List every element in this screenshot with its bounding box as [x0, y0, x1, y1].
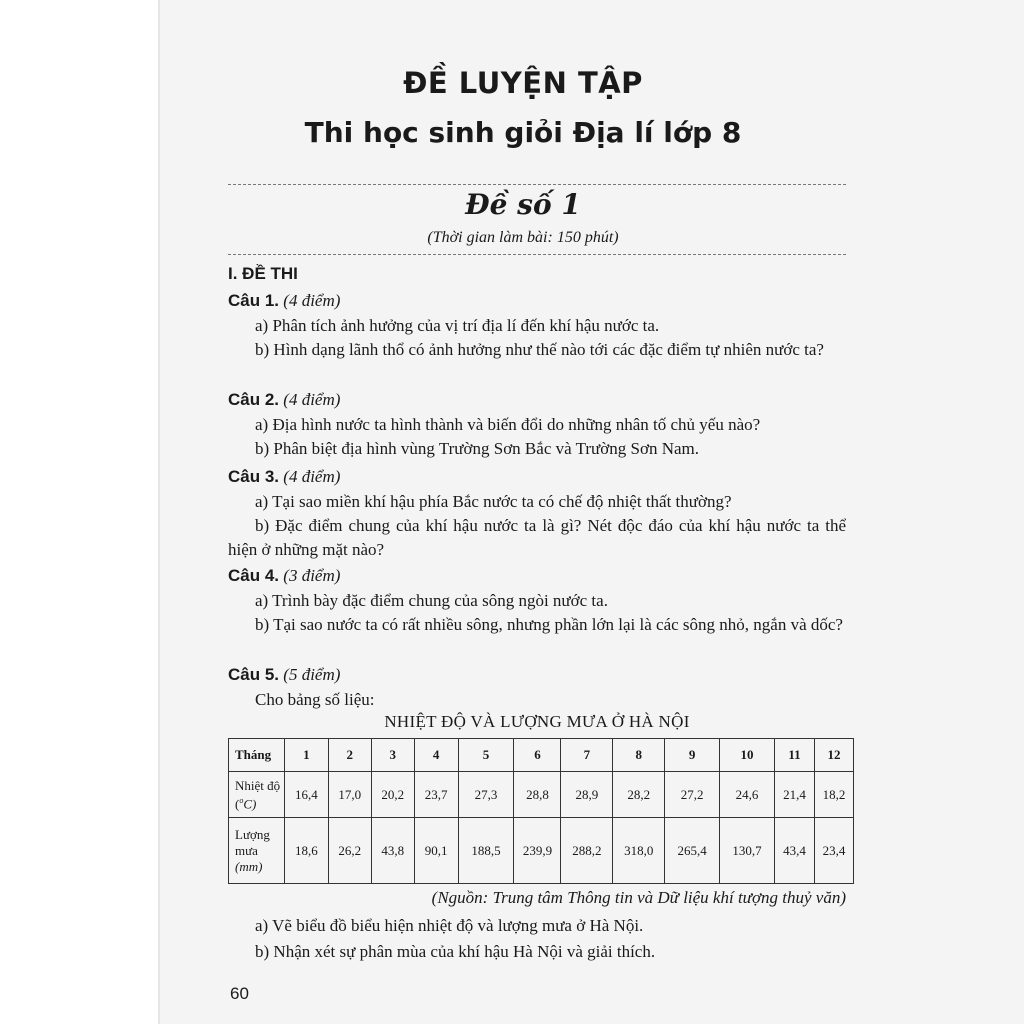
rainfall-cell: 18,6 [284, 818, 328, 884]
question-4-heading [228, 564, 846, 588]
question-label: Câu 4. [228, 566, 280, 585]
rainfall-cell: 43,8 [371, 818, 414, 884]
table-row-months [229, 739, 854, 772]
temperature-cell: 27,3 [458, 772, 514, 818]
question-points: (4 điểm) [283, 291, 341, 310]
page-title: ĐỀ LUYỆN TẬP [403, 66, 643, 100]
temperature-unit-degree: o [239, 795, 244, 805]
question-4-item-a: a) Trình bày đặc điểm chung của sông ngòi nước ta. [255, 591, 608, 610]
divider-bottom [228, 254, 846, 255]
month-cell: 8 [613, 739, 665, 772]
month-cell: 2 [328, 739, 371, 772]
exam-number: Đề số 1 [465, 188, 581, 221]
table-title: NHIỆT ĐỘ VÀ LƯỢNG MƯA Ở HÀ NỘI [384, 712, 690, 731]
question-points: (5 điểm) [283, 665, 341, 684]
question-5-intro: Cho bảng số liệu: [255, 690, 375, 709]
rainfall-cell: 23,4 [814, 818, 853, 884]
month-cell: 12 [814, 739, 853, 772]
question-label: Câu 3. [228, 467, 280, 486]
temperature-cell: 21,4 [775, 772, 815, 818]
section-title: I. ĐỀ THI [228, 264, 298, 283]
question-label: Câu 5. [228, 665, 280, 684]
rainfall-header [229, 818, 285, 884]
rainfall-cell: 90,1 [414, 818, 458, 884]
temperature-unit-tail: C) [243, 796, 257, 812]
climate-table [228, 738, 854, 884]
month-cell: 1 [284, 739, 328, 772]
question-label: Câu 1. [228, 291, 280, 310]
rainfall-cell: 265,4 [665, 818, 720, 884]
temperature-header [229, 772, 285, 818]
question-5-item-a: a) Vẽ biểu đồ biểu hiện nhiệt độ và lượng mưa ở Hà Nội. [255, 916, 644, 935]
question-1-heading [228, 289, 846, 313]
rainfall-cell: 43,4 [775, 818, 815, 884]
page-number: 60 [230, 984, 249, 1003]
month-cell: 10 [720, 739, 775, 772]
temperature-cell: 23,7 [414, 772, 458, 818]
question-2-heading [228, 388, 846, 412]
month-cell: 9 [665, 739, 720, 772]
question-label: Câu 2. [228, 390, 280, 409]
temperature-cell: 20,2 [371, 772, 414, 818]
question-2-item-b: b) Phân biệt địa hình vùng Trường Sơn Bắc và Trường Sơn Nam. [255, 439, 699, 458]
question-1-item-b: b) Hình dạng lãnh thổ có ảnh hưởng như thế nào tới các đặc điểm tự nhiên nước ta? [255, 340, 824, 359]
month-cell: 6 [514, 739, 561, 772]
rainfall-cell: 188,5 [458, 818, 514, 884]
month-header: Tháng [229, 739, 285, 772]
rainfall-label: Lượng mưa [235, 826, 270, 858]
rainfall-cell: 130,7 [720, 818, 775, 884]
temperature-cell: 27,2 [665, 772, 720, 818]
rainfall-unit: (mm) [235, 858, 263, 874]
page-subtitle: Thi học sinh giỏi Địa lí lớp 8 [304, 116, 742, 149]
month-cell: 7 [561, 739, 613, 772]
temperature-cell: 17,0 [328, 772, 371, 818]
temperature-cell: 18,2 [814, 772, 853, 818]
question-3-item-a: a) Tại sao miền khí hậu phía Bắc nước ta có chế độ nhiệt thất thường? [255, 492, 732, 511]
question-5-heading [228, 663, 846, 687]
temperature-cell: 24,6 [720, 772, 775, 818]
table-row-rainfall [229, 818, 854, 884]
temperature-cell: 28,8 [514, 772, 561, 818]
question-2-item-a: a) Địa hình nước ta hình thành và biến đổi do những nhân tố chủ yếu nào? [255, 415, 761, 434]
question-points: (4 điểm) [283, 467, 341, 486]
exam-time: (Thời gian làm bài: 150 phút) [427, 229, 619, 246]
month-cell: 4 [414, 739, 458, 772]
temperature-cell: 16,4 [284, 772, 328, 818]
temperature-label: Nhiệt độ ( [235, 777, 281, 812]
question-3-item-b: b) Đặc điểm chung của khí hậu nước ta là gì? Nét độc đáo của khí hậu nước ta thể hiện ở những mặt nào? [228, 516, 846, 559]
divider-top [228, 184, 846, 185]
rainfall-cell: 318,0 [613, 818, 665, 884]
question-3-heading [228, 465, 846, 489]
question-1-item-a: a) Phân tích ảnh hưởng của vị trí địa lí đến khí hậu nước ta. [255, 316, 660, 335]
rainfall-cell: 288,2 [561, 818, 613, 884]
temperature-cell: 28,2 [613, 772, 665, 818]
temperature-cell: 28,9 [561, 772, 613, 818]
table-row-temperature [229, 772, 854, 818]
question-4-item-b: b) Tại sao nước ta có rất nhiều sông, nhưng phần lớn lại là các sông nhỏ, ngắn và dốc? [255, 615, 843, 634]
question-5-item-b: b) Nhận xét sự phân mùa của khí hậu Hà Nội và giải thích. [255, 942, 656, 961]
month-cell: 5 [458, 739, 514, 772]
rainfall-cell: 239,9 [514, 818, 561, 884]
table-source: (Nguồn: Trung tâm Thông tin và Dữ liệu khí tượng thuỷ văn) [431, 888, 846, 907]
question-points: (3 điểm) [283, 566, 341, 585]
rainfall-cell: 26,2 [328, 818, 371, 884]
month-cell: 3 [371, 739, 414, 772]
question-points: (4 điểm) [283, 390, 341, 409]
month-cell: 11 [775, 739, 815, 772]
